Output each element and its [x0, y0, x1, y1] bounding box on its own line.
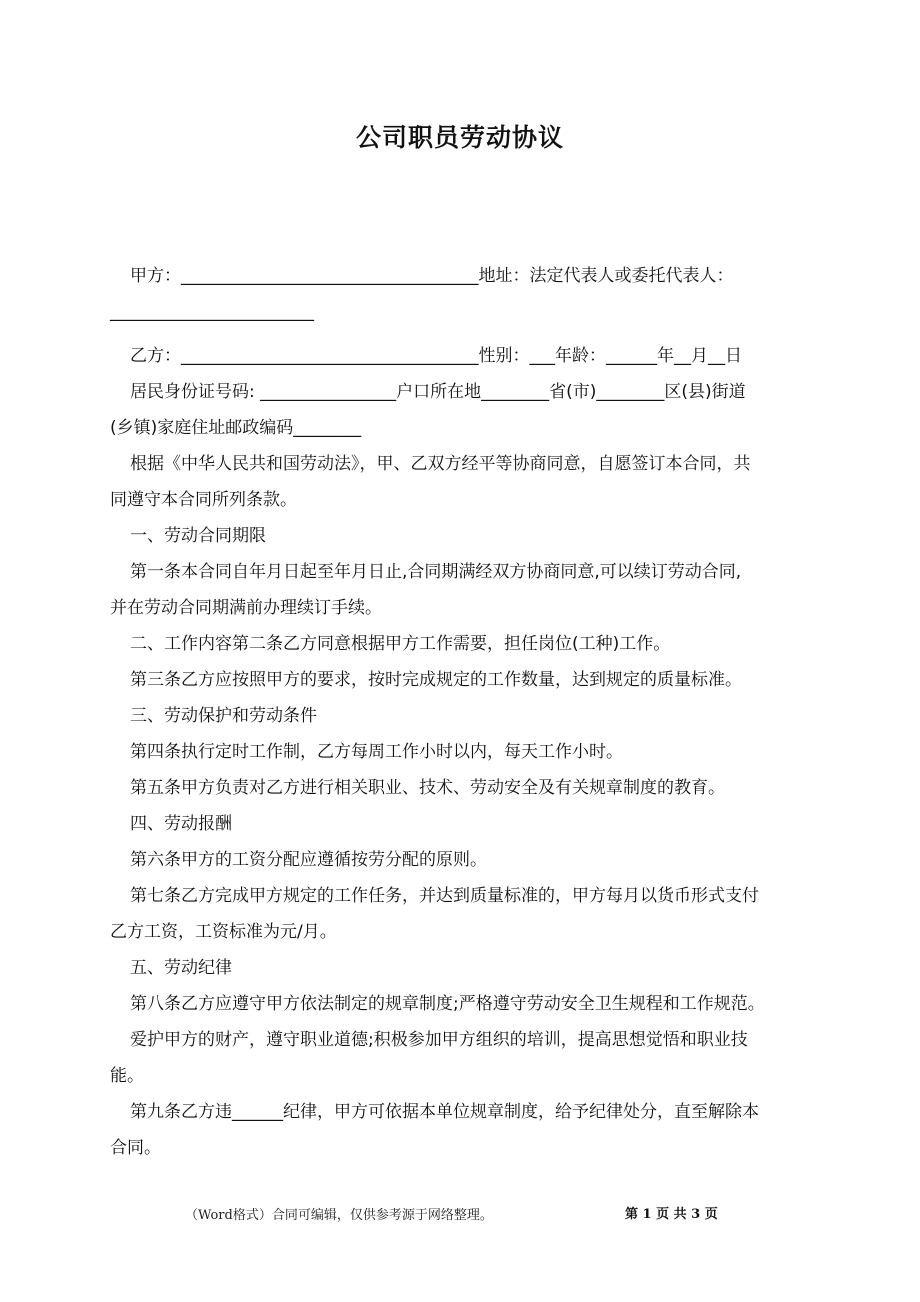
article-9-line-2: 合同。: [110, 1138, 161, 1158]
section-spacer: [110, 330, 810, 338]
article-4: 第四条执行定时工作制，乙方每周工作小时以内，每天工作小时。: [130, 742, 623, 762]
section-3-heading: 三、劳动保护和劳动条件: [130, 706, 317, 726]
agreement-intro-line-2: 同遵守本合同所列条款。: [110, 490, 297, 510]
section-4-heading: 四、劳动报酬: [130, 814, 232, 834]
section-2-article-2: 二、工作内容第二条乙方同意根据甲方工作需要，担任岗位(工种)工作。: [130, 634, 671, 654]
article-5: 第五条甲方负责对乙方进行相关职业、技术、劳动安全及有关规章制度的教育。: [130, 778, 725, 798]
party-b-line: 乙方：___________________________________性别：___年龄：______年__月__日: [130, 346, 742, 366]
article-1-line-2: 并在劳动合同期满前办理续订手续。: [110, 598, 382, 618]
party-a-line: 甲方：___________________________________地址：法定代表人或委托代表人：: [130, 266, 734, 286]
article-8: 第八条乙方应遵守甲方依法制定的规章制度;严格遵守劳动安全卫生规程和工作规范。: [130, 994, 765, 1014]
postal-code-line: (乡镇)家庭住址邮政编码________: [110, 418, 362, 438]
footer-note: （Word格式）合同可编辑，仅供参考源于网络整理。: [185, 1208, 493, 1223]
article-6: 第六条甲方的工资分配应遵循按劳分配的原则。: [130, 850, 487, 870]
article-7-line-1: 第七条乙方完成甲方规定的工作任务，并达到质量标准的，甲方每月以货币形式支付: [130, 886, 759, 906]
page-number: 第 1 页 共 3 页: [625, 1207, 718, 1222]
section-5-heading: 五、劳动纪律: [130, 958, 232, 978]
id-number-line: 居民身份证号码: ________________户口所在地________省(市)________区(县)街道: [130, 382, 746, 402]
section-1-heading: 一、劳动合同期限: [130, 526, 266, 546]
article-1-line-1: 第一条本合同自年月日起至年月日止,合同期满经双方协商同意,可以续订劳动合同,: [130, 562, 742, 582]
document-title: 公司职员劳动协议: [355, 123, 564, 152]
agreement-intro-line-1: 根据《中华人民共和国劳动法》，甲、乙双方经平等协商同意，自愿签订本合同，共: [130, 454, 751, 474]
article-9-line-1: 第九条乙方违______纪律，甲方可依据本单位规章制度，给予纪律处分，直至解除本: [130, 1102, 759, 1122]
article-8-cont-line-1: 爱护甲方的财产，遵守职业道德;积极参加甲方组织的培训，提高思想觉悟和职业技: [130, 1030, 748, 1050]
article-7-line-2: 乙方工资，工资标准为元/月。: [110, 922, 337, 942]
party-a-representative-blank: ________________________: [110, 302, 314, 322]
article-3: 第三条乙方应按照甲方的要求，按时完成规定的工作数量，达到规定的质量标准。: [130, 670, 742, 690]
document-body: [110, 258, 810, 1166]
article-8-cont-line-2: 能。: [110, 1066, 144, 1086]
